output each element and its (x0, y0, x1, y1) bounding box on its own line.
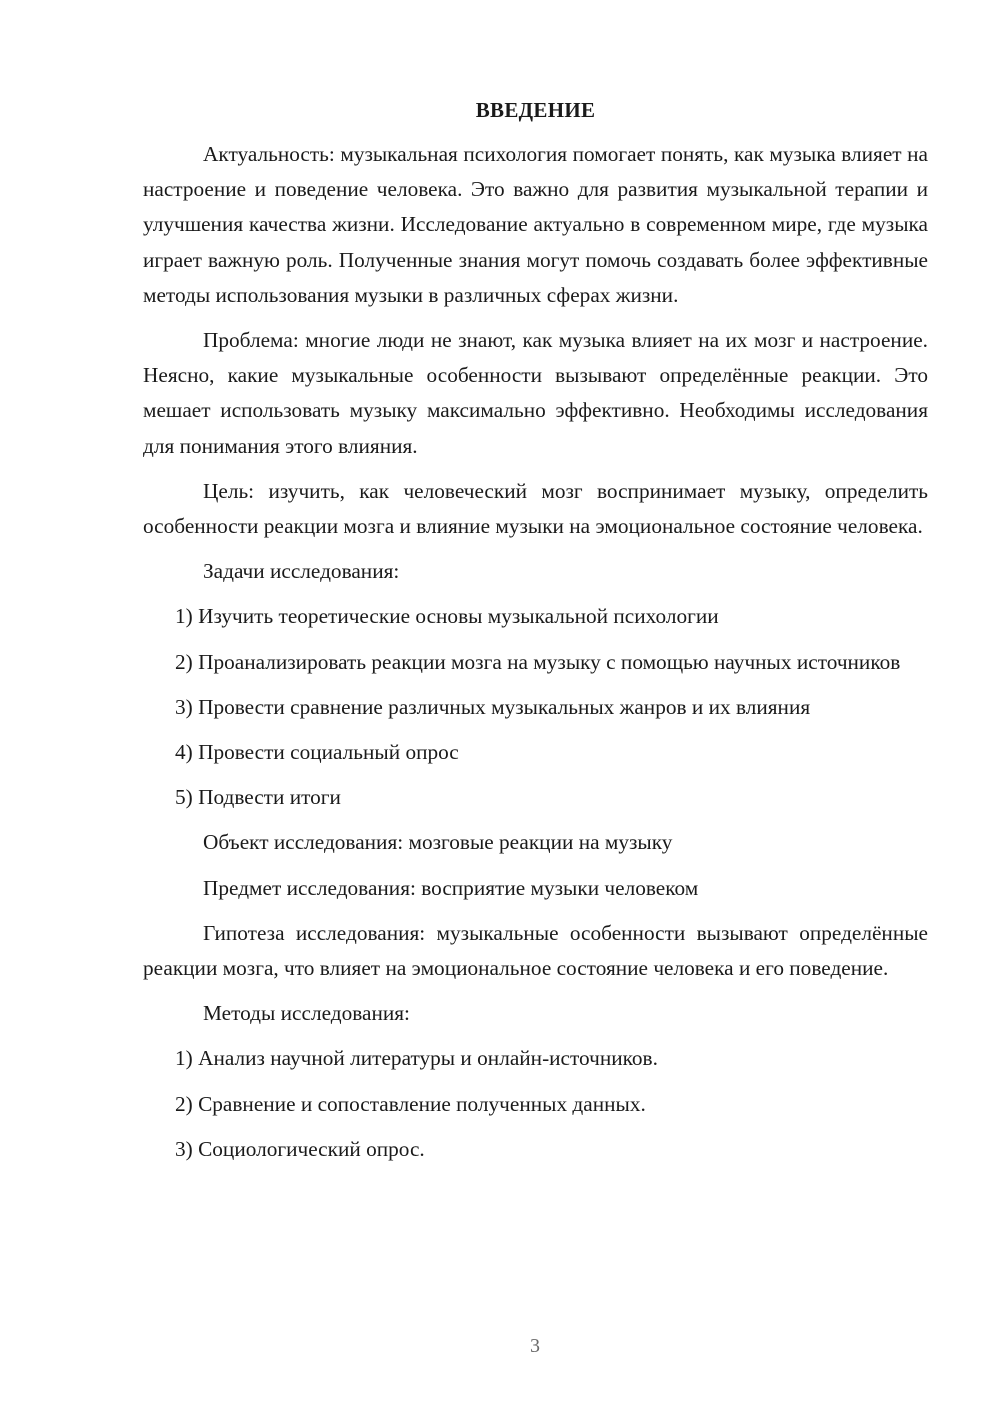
methods-heading: Методы исследования: (203, 1001, 410, 1026)
task-item: 5) Подвести итоги (175, 785, 341, 810)
method-item: 1) Анализ научной литературы и онлайн-источников. (175, 1046, 658, 1071)
method-item: 3) Социологический опрос. (175, 1136, 425, 1161)
research-subject: Предмет исследования: восприятие музыки человеком (203, 875, 699, 900)
research-object: Объект исследования: мозговые реакции на музыку (203, 830, 673, 855)
hypothesis-paragraph: Гипотеза исследования: музыкальные особенности вызывают определённые реакции мозга, что влияет на эмоциональное состояние человека и его поведение. (143, 920, 928, 981)
task-item: 3) Провести сравнение различных музыкальных жанров и их влияния (175, 694, 811, 719)
method-item: 2) Сравнение и сопоставление полученных данных. (175, 1091, 646, 1116)
document-page (143, 95, 928, 1177)
task-item: 1) Изучить теоретические основы музыкальной психологии (175, 604, 719, 629)
tasks-heading: Задачи исследования: (203, 559, 400, 584)
problem-paragraph: Проблема: многие люди не знают, как музыка влияет на их мозг и настроение. Неясно, какие музыкальные особенности вызывают определённые реакции. Это мешает использовать музыку максимально эффективно. Необходимы исследования для понимания этого влияния. (143, 328, 928, 458)
task-item: 2) Проанализировать реакции мозга на музыку с помощью научных источников (175, 649, 901, 674)
page-number: 3 (530, 1335, 540, 1357)
relevance-paragraph: Актуальность: музыкальная психология помогает понять, как музыка влияет на настроение и поведение человека. Это важно для развития музыкальной терапии и улучшения качества жизни. Исследование актуально в современном мире, где музыка играет важную роль. Полученные знания могут помочь создавать более эффективные методы использования музыки в различных сферах жизни. (143, 142, 928, 307)
goal-paragraph: Цель: изучить, как человеческий мозг воспринимает музыку, определить особенности реакции мозга и влияние музыки на эмоциональное состояние человека. (143, 478, 928, 539)
page-title: ВВЕДЕНИЕ (475, 98, 596, 122)
task-item: 4) Провести социальный опрос (175, 740, 459, 765)
